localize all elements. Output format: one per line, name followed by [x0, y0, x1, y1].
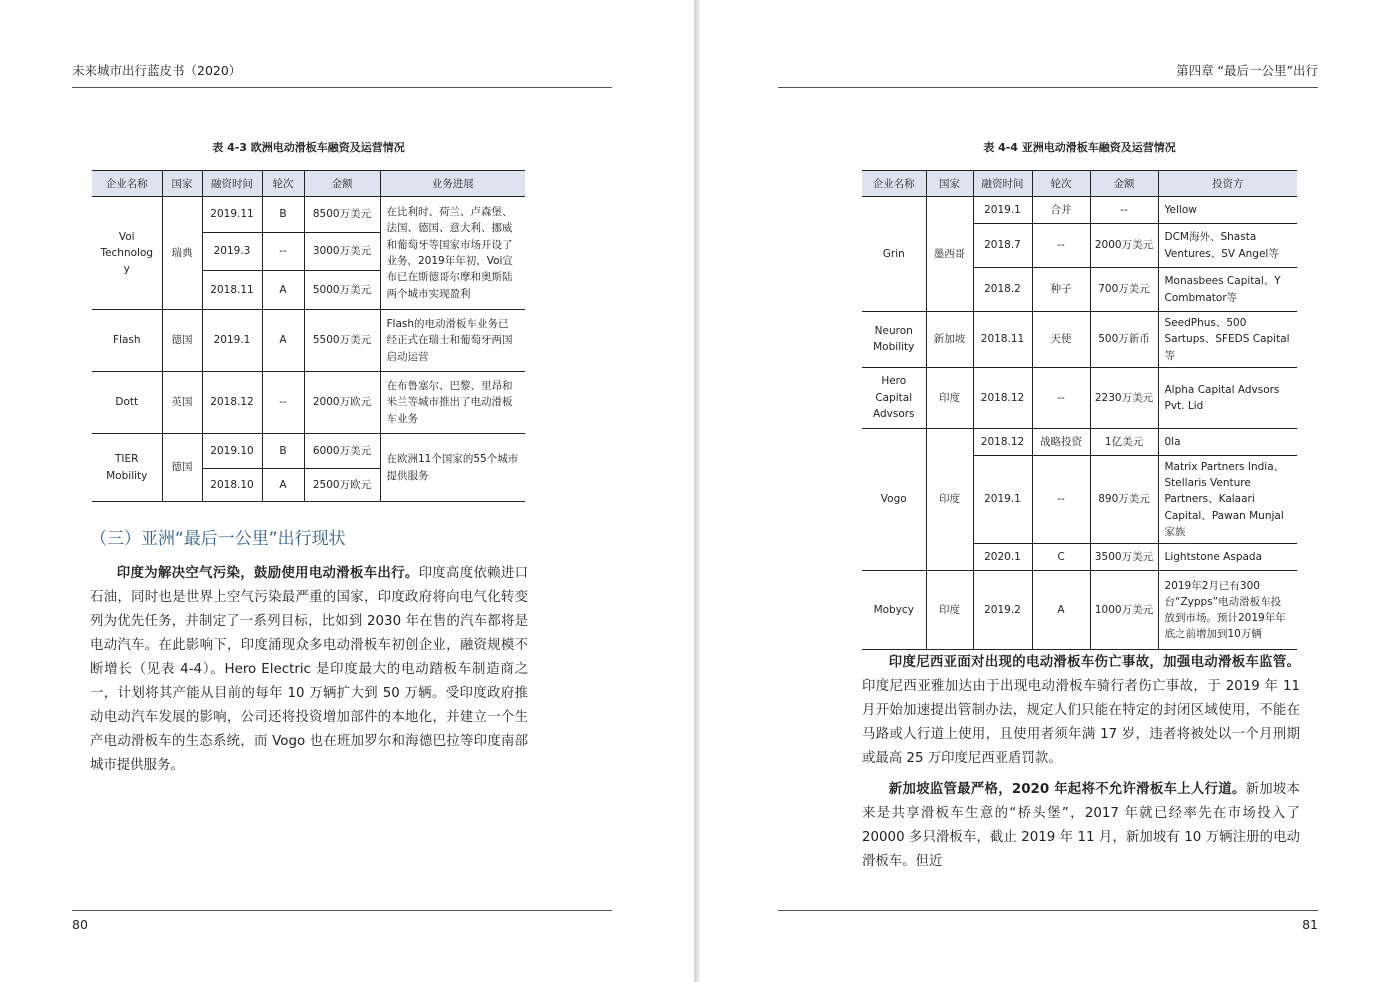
running-head: 第四章 “最后一公里”出行	[1176, 63, 1318, 78]
amount-cell: 3000万美元	[304, 233, 380, 271]
header-cell: 企业名称	[92, 171, 162, 197]
paragraph-lead: 新加坡监管最严格，2020 年起将不允许滑板车上人行道。	[888, 782, 1246, 797]
amount-cell: 890万美元	[1090, 455, 1158, 543]
date-cell: 2018.11	[202, 271, 262, 310]
header-cell: 业务进展	[380, 171, 525, 197]
country-cell: 英国	[162, 372, 202, 434]
round-cell: 天使	[1032, 312, 1090, 368]
table-header-row	[862, 171, 1297, 197]
header-cell: 融资时间	[973, 171, 1032, 197]
paragraph-lead: 印度为解决空气污染，鼓励使用电动滑板车出行。	[116, 566, 419, 581]
header-cell: 轮次	[1032, 171, 1090, 197]
date-cell: 2018.10	[202, 469, 262, 502]
progress-cell: 在欧洲11个国家的55个城市提供服务	[380, 434, 525, 502]
country-cell: 瑞典	[162, 197, 202, 310]
table-row	[862, 197, 1297, 224]
investor-cell: Yellow	[1158, 197, 1297, 224]
progress-cell: Flash的电动滑板车业务已经正式在瑞士和葡萄牙两国启动运营	[380, 310, 525, 372]
table-row	[92, 310, 525, 372]
country-cell: 印度	[926, 571, 973, 650]
date-cell: 2018.12	[973, 367, 1032, 428]
header-rule	[778, 87, 1318, 88]
company-cell: Voi Technolog y	[92, 197, 162, 310]
header-cell: 轮次	[262, 171, 304, 197]
round-cell: --	[1032, 224, 1090, 268]
round-cell: 合并	[1032, 197, 1090, 224]
table-title: 表 4-4 亚洲电动滑板车融资及运营情况	[983, 141, 1176, 154]
date-cell: 2019.1	[202, 310, 262, 372]
company-cell: Grin	[862, 197, 926, 312]
round-cell: --	[262, 372, 304, 434]
paragraph-body: 印度尼西亚雅加达由于出现电动滑板车骑行者伤亡事故，于 2019 年 11 月开始加速提出管制办法，规定人们只能在特定的封闭区域使用，不能在马路或人行道上使用，且使用者须年满 17 岁，违者将被处以一个月刑期或最高 25 万印度尼西亚盾罚款。	[862, 679, 1300, 766]
header-cell: 金额	[304, 171, 380, 197]
table-row	[92, 372, 525, 434]
amount-cell: 2500万欧元	[304, 469, 380, 502]
progress-cell: 在比利时、荷兰、卢森堡、法国、德国、意大利、挪威和葡萄牙等国家市场开设了业务，2019年年初，Voi宣布已在斯德哥尔摩和奥斯陆两个城市实现盈利	[380, 197, 525, 310]
table-row	[92, 434, 525, 469]
amount-cell: 8500万美元	[304, 197, 380, 233]
header-rule	[72, 87, 612, 88]
investor-cell: Monasbees Capital、Y Combmator等	[1158, 268, 1297, 312]
date-cell: 2018.12	[202, 372, 262, 434]
left-page	[0, 0, 694, 982]
round-cell: A	[262, 271, 304, 310]
country-cell: 墨西哥	[926, 197, 973, 312]
amount-cell: 1000万美元	[1090, 571, 1158, 650]
investor-cell: DCM海外、Shasta Ventures、SV Angel等	[1158, 224, 1297, 268]
investor-cell: Lightstone Aspada	[1158, 544, 1297, 571]
date-cell: 2018.7	[973, 224, 1032, 268]
country-cell: 印度	[926, 428, 973, 570]
round-cell: C	[1032, 544, 1090, 571]
country-cell: 德国	[162, 310, 202, 372]
company-cell: Flash	[92, 310, 162, 372]
country-cell: 新加坡	[926, 312, 973, 368]
header-cell: 融资时间	[202, 171, 262, 197]
date-cell: 2019.1	[973, 455, 1032, 543]
table-row	[862, 367, 1297, 428]
date-cell: 2020.1	[973, 544, 1032, 571]
country-cell: 德国	[162, 434, 202, 502]
body-paragraph	[90, 562, 528, 778]
company-cell: Hero Capital Advsors	[862, 367, 926, 428]
amount-cell: 700万美元	[1090, 268, 1158, 312]
header-cell: 企业名称	[862, 171, 926, 197]
amount-cell: 2000万美元	[1090, 224, 1158, 268]
round-cell: B	[262, 434, 304, 469]
investor-cell: Alpha Capital Advsors Pvt. Lid	[1158, 367, 1297, 428]
amount-cell: 3500万美元	[1090, 544, 1158, 571]
asia-funding-table	[862, 170, 1297, 650]
body-paragraph	[862, 778, 1300, 874]
date-cell: 2018.11	[973, 312, 1032, 368]
footer-rule	[72, 910, 612, 911]
investor-cell: SeedPhus、500 Sartups、SFEDS Capital等	[1158, 312, 1297, 368]
table-row	[862, 571, 1297, 650]
right-page	[700, 0, 1390, 982]
section-heading: （三）亚洲“最后一公里”出行现状	[90, 529, 346, 549]
date-cell: 2018.12	[973, 428, 1032, 455]
paragraph-body: 印度高度依赖进口石油，同时也是世界上空气污染最严重的国家，印度政府将向电气化转变列为优先任务，并制定了一系列目标，比如到 2030 年在售的汽车都将是电动汽车。在此影响下，印度涌现众多电动滑板车初创企业，融资规模不断增长（见表 4-4）。Hero Electric 是印度最大的电动踏板车制造商之一，计划将其产能从目前的每年 10 万辆扩大到 50 万辆。受印度政府推动电动汽车发展的影响，公司还将投资增加部件的本地化，并建立一个生产电动滑板车的生态系统，而 Vogo 也在班加罗尔和海德巴拉等印度南部城市提供服务。	[90, 566, 529, 773]
amount-cell: 5000万美元	[304, 271, 380, 310]
investor-cell: 0la	[1158, 428, 1297, 455]
round-cell: A	[1032, 571, 1090, 650]
round-cell: A	[262, 469, 304, 502]
country-cell: 印度	[926, 367, 973, 428]
body-paragraph	[862, 651, 1300, 771]
round-cell: --	[1032, 367, 1090, 428]
round-cell: --	[1032, 455, 1090, 543]
round-cell: B	[262, 197, 304, 233]
round-cell: A	[262, 310, 304, 372]
page-number: 81	[1302, 917, 1318, 932]
amount-cell: 6000万美元	[304, 434, 380, 469]
amount-cell: 1亿美元	[1090, 428, 1158, 455]
amount-cell: 2230万美元	[1090, 367, 1158, 428]
progress-cell: 在布鲁塞尔、巴黎、里昂和米兰等城市推出了电动滑板车业务	[380, 372, 525, 434]
amount-cell: 2000万欧元	[304, 372, 380, 434]
table-row	[862, 428, 1297, 455]
date-cell: 2019.1	[973, 197, 1032, 224]
round-cell: 种子	[1032, 268, 1090, 312]
company-cell: TIER Mobility	[92, 434, 162, 502]
round-cell: --	[262, 233, 304, 271]
amount-cell: --	[1090, 197, 1158, 224]
page-number: 80	[72, 917, 88, 932]
date-cell: 2019.3	[202, 233, 262, 271]
date-cell: 2019.10	[202, 434, 262, 469]
date-cell: 2019.2	[973, 571, 1032, 650]
investor-cell: 2019年2月已有300台“Zypps”电动滑板车投放到市场。预计2019年年底之前增加到10万辆	[1158, 571, 1297, 650]
amount-cell: 5500万美元	[304, 310, 380, 372]
investor-cell: Matrix Partners India、Stellaris Venture Partners、Kalaari Capital、Pawan Munjal家族	[1158, 455, 1297, 543]
running-head: 未来城市出行蓝皮书（2020）	[72, 63, 242, 78]
round-cell: 战略投资	[1032, 428, 1090, 455]
amount-cell: 500万新币	[1090, 312, 1158, 368]
header-cell: 金额	[1090, 171, 1158, 197]
company-cell: Vogo	[862, 428, 926, 570]
paragraph-body: 新加坡本来是共享滑板车生意的“桥头堡”，2017 年就已经率先在市场投入了 20000 多只滑板车，截止 2019 年 11 月，新加坡有 10 万辆注册的电动滑板车。但近	[862, 782, 1300, 869]
europe-funding-table	[92, 170, 525, 502]
header-cell: 国家	[926, 171, 973, 197]
company-cell: Mobycy	[862, 571, 926, 650]
paragraph-lead: 印度尼西亚面对出现的电动滑板车伤亡事故，加强电动滑板车监管。	[888, 655, 1300, 670]
table-title: 表 4-3 欧洲电动滑板车融资及运营情况	[212, 141, 405, 154]
company-cell: Dott	[92, 372, 162, 434]
table-row	[92, 197, 525, 233]
table-header-row	[92, 171, 525, 197]
table-row	[862, 312, 1297, 368]
footer-rule	[778, 910, 1318, 911]
date-cell: 2018.2	[973, 268, 1032, 312]
header-cell: 国家	[162, 171, 202, 197]
company-cell: Neuron Mobility	[862, 312, 926, 368]
date-cell: 2019.11	[202, 197, 262, 233]
header-cell: 投资方	[1158, 171, 1297, 197]
